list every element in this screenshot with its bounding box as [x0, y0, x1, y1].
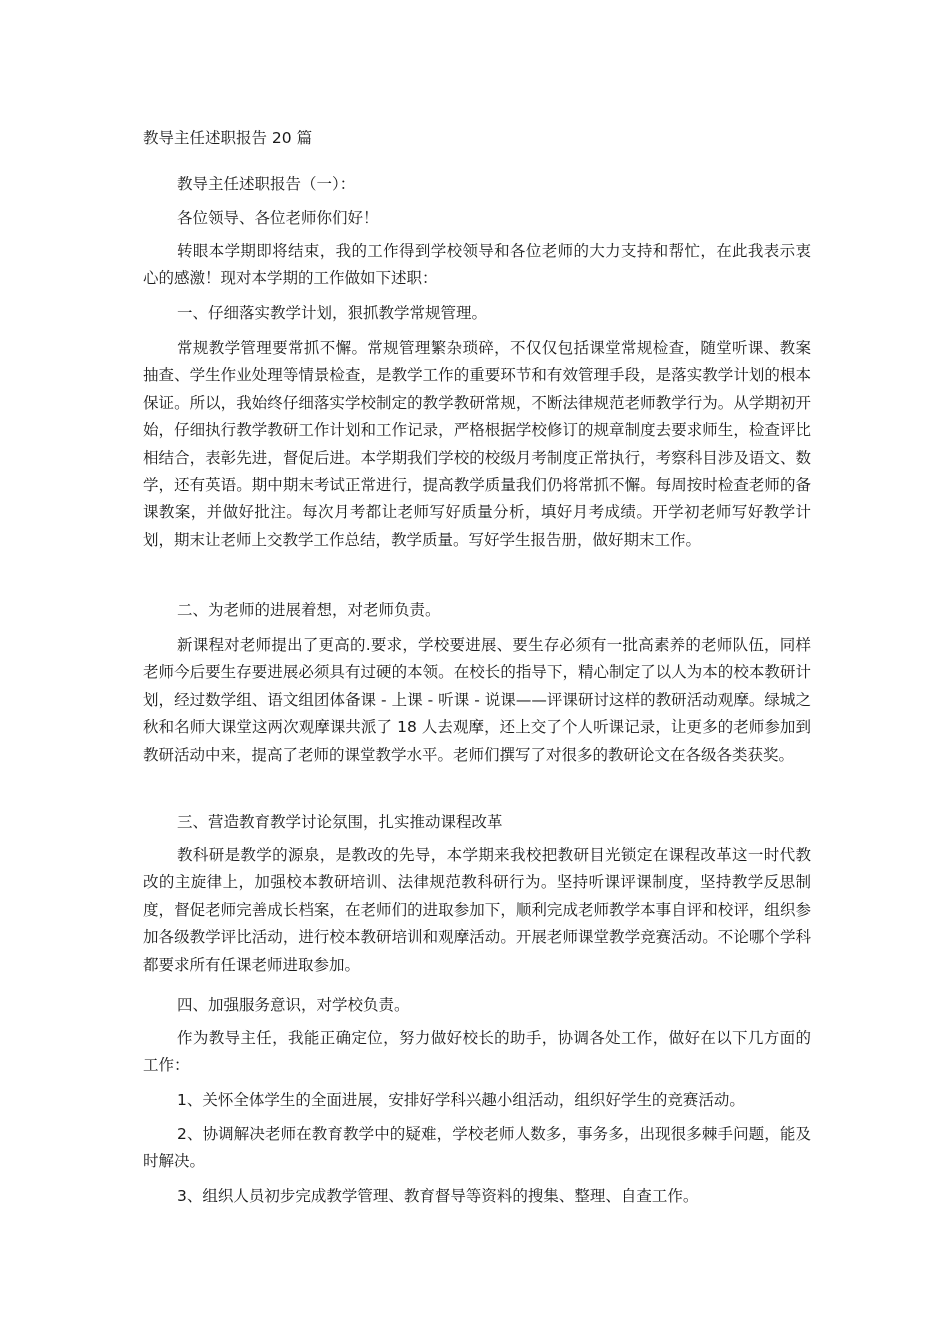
section-heading-3: 三、营造教育教学讨论氛围，扎实推动课程改革	[177, 813, 503, 831]
list-item-3: 3、组织人员初步完成教学管理、教育督导等资料的搜集、整理、自查工作。	[177, 1187, 699, 1205]
section-heading-4: 四、加强服务意识，对学校负责。	[177, 996, 410, 1014]
paragraph-section-1: 常规教学管理要常抓不懈。常规管理繁杂琐碎，不仅仅包括课堂常规检查，随堂听课、教案抽查、学生作业处理等情景检查，是教学工作的重要环节和有效管理手段，是落实教学计划的根本保证。所以，我始终仔细落实学校制定的教学教研常规，不断法律规范老师教学行为。从学期初开始，仔细执行教学教研工作计划和工作记录，严格根据学校修订的规章制度去要求师生，检查评比相结合，表彰先进，督促后进。本学期我们学校的校级月考制度正常执行，考察科目涉及语文、数学，还有英语。期中期末考试正常进行，提高教学质量我们仍将常抓不懈。每周按时检查老师的备课教案，并做好批注。每次月考都让老师写好质量分析，填好月考成绩。开学初老师写好教学计划，期末让老师上交教学工作总结，教学质量。写好学生报告册，做好期末工作。	[143, 339, 811, 549]
document-title: 教导主任述职报告 20 篇	[143, 129, 313, 147]
paragraph-intro: 转眼本学期即将结束，我的工作得到学校领导和各位老师的大力支持和帮忙，在此我表示衷心的感激！现对本学期的工作做如下述职：	[143, 242, 811, 288]
section-heading-1: 一、仔细落实教学计划，狠抓教学常规管理。	[177, 304, 488, 322]
paragraph-section-4: 作为教导主任，我能正确定位，努力做好校长的助手，协调各处工作，做好在以下几方面的工作：	[143, 1029, 811, 1075]
paragraph-section-3: 教科研是教学的源泉，是教改的先导，本学期来我校把教研目光锁定在课程改革这一时代教改的主旋律上，加强校本教研培训、法律规范教科研行为。坚持听课评课制度，坚持教学反思制度，督促老师完善成长档案，在老师们的进取参加下，顺利完成老师教学本事自评和校评，组织参加各级教学评比活动，进行校本教研培训和观摩活动。开展老师课堂教学竞赛活动。不论哪个学科都要求所有任课老师进取参加。	[143, 846, 811, 974]
paragraph-section-2: 新课程对老师提出了更高的.要求，学校要进展、要生存必须有一批高素养的老师队伍，同样老师今后要生存要进展必须具有过硬的本领。在校长的指导下，精心制定了以人为本的校本教研计划，经过数学组、语文组团体备课 - 上课 - 听课 - 说课——评课研讨这样的教研活动观摩。绿城之秋和名师大课堂这两次观摩课共派了 18 人去观摩，还上交了个人听课记录，让更多的老师参加到教研活动中来，提高了老师的课堂教学水平。老师们撰写了对很多的教研论文在各级各类获奖。	[143, 636, 811, 764]
list-item-1: 1、关怀全体学生的全面进展，安排好学科兴趣小组活动，组织好学生的竞赛活动。	[177, 1091, 745, 1109]
list-item-2: 2、协调解决老师在教育教学中的疑难，学校老师人数多，事务多，出现很多棘手问题，能及时解决。	[143, 1125, 811, 1171]
section-heading-2: 二、为老师的进展着想，对老师负责。	[177, 601, 441, 619]
paragraph-report-heading: 教导主任述职报告（一）：	[177, 175, 356, 193]
paragraph-greeting: 各位领导、各位老师你们好！	[177, 209, 379, 227]
